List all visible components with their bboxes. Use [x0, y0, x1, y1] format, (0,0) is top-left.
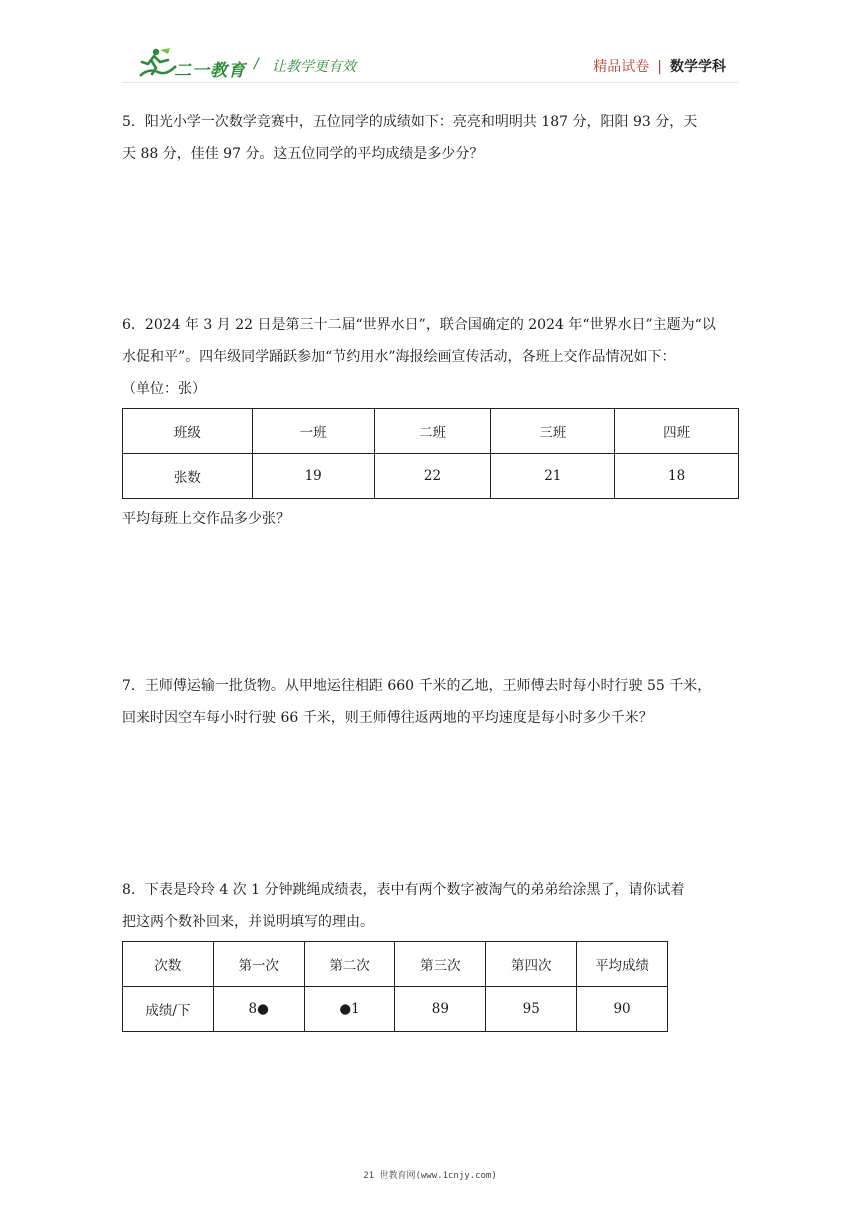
table-row [123, 987, 668, 1032]
runner-logo-icon [134, 46, 178, 80]
header-subject-label [593, 56, 726, 76]
jump-rope-table [122, 941, 668, 1032]
logo-slash: / [254, 56, 259, 72]
brand-logo [134, 46, 374, 82]
question-7 [122, 670, 738, 734]
question-8-line-2: 把这两个数补回来，并说明填写的理由。 [122, 914, 374, 930]
table-cell: 22 [374, 454, 491, 499]
table-cell: 第一次 [213, 942, 304, 987]
table-cell: 四班 [615, 409, 739, 454]
question-7-line-2: 回来时因空车每小时行驶 66 千米，则王师傅往返两地的平均速度是每小时多少千米？ [122, 710, 653, 726]
question-5-line-1: 5．阳光小学一次数学竞赛中，五位同学的成绩如下：亮亮和明明共 187 分，阳阳 93 分，天 [122, 114, 698, 130]
question-5-line-2: 天 88 分，佳佳 97 分。这五位同学的平均成绩是多少分？ [122, 146, 484, 162]
table-cell: 成绩/下 [123, 987, 214, 1032]
table-cell: 21 [491, 454, 615, 499]
question-6-line-1: 6．2024 年 3 月 22 日是第三十二届“世界水日”，联合国确定的 2024 年“世界水日”主题为“以 [122, 317, 716, 333]
question-6-question: 平均每班上交作品多少张？ [122, 511, 290, 527]
table-cell: 18 [615, 454, 739, 499]
table-cell: 班级 [123, 409, 253, 454]
header-divider [122, 82, 738, 83]
logo-tagline: 让教学更有效 [272, 59, 356, 75]
table-cell: 第四次 [486, 942, 577, 987]
table-cell: 三班 [491, 409, 615, 454]
table-cell: 8● [213, 987, 304, 1032]
page-footer: 21 世教育网(www.1cnjy.com) [363, 1171, 497, 1181]
table-cell: 90 [577, 987, 668, 1032]
table-cell: 张数 [123, 454, 253, 499]
question-6-prompt [122, 503, 738, 535]
table-cell: 第二次 [304, 942, 395, 987]
table-cell: 89 [395, 987, 486, 1032]
table-row [123, 942, 668, 987]
table-cell: 一班 [252, 409, 374, 454]
quality-label: 精品试卷 [593, 59, 650, 75]
page-header [0, 0, 860, 90]
table-cell: 次数 [123, 942, 214, 987]
question-6 [122, 309, 738, 405]
table-cell: 19 [252, 454, 374, 499]
question-8 [122, 874, 738, 938]
class-works-table [122, 408, 739, 499]
question-8-line-1: 8．下表是玲玲 4 次 1 分钟跳绳成绩表，表中有两个数字被淘气的弟弟给涂黑了，请你试着 [122, 882, 685, 898]
question-5 [122, 106, 738, 170]
question-7-line-1: 7．王师傅运输一批货物。从甲地运往相距 660 千米的乙地，王师傅去时每小时行驶 55 千米， [122, 678, 712, 694]
subject-label: 数学学科 [670, 59, 726, 75]
question-6-line-2: 水促和平”。四年级同学踊跃参加“节约用水”海报绘画宣传活动，各班上交作品情况如下： [122, 349, 676, 365]
table-row [123, 409, 739, 454]
question-6-unit: （单位：张） [122, 381, 206, 397]
table-cell: 二班 [374, 409, 491, 454]
table-cell: 95 [486, 987, 577, 1032]
table-row [123, 454, 739, 499]
logo-text: 二一教育 [174, 61, 246, 81]
table-cell: 第三次 [395, 942, 486, 987]
header-separator: | [657, 59, 662, 75]
table-cell: 平均成绩 [577, 942, 668, 987]
table-cell: ●1 [304, 987, 395, 1032]
